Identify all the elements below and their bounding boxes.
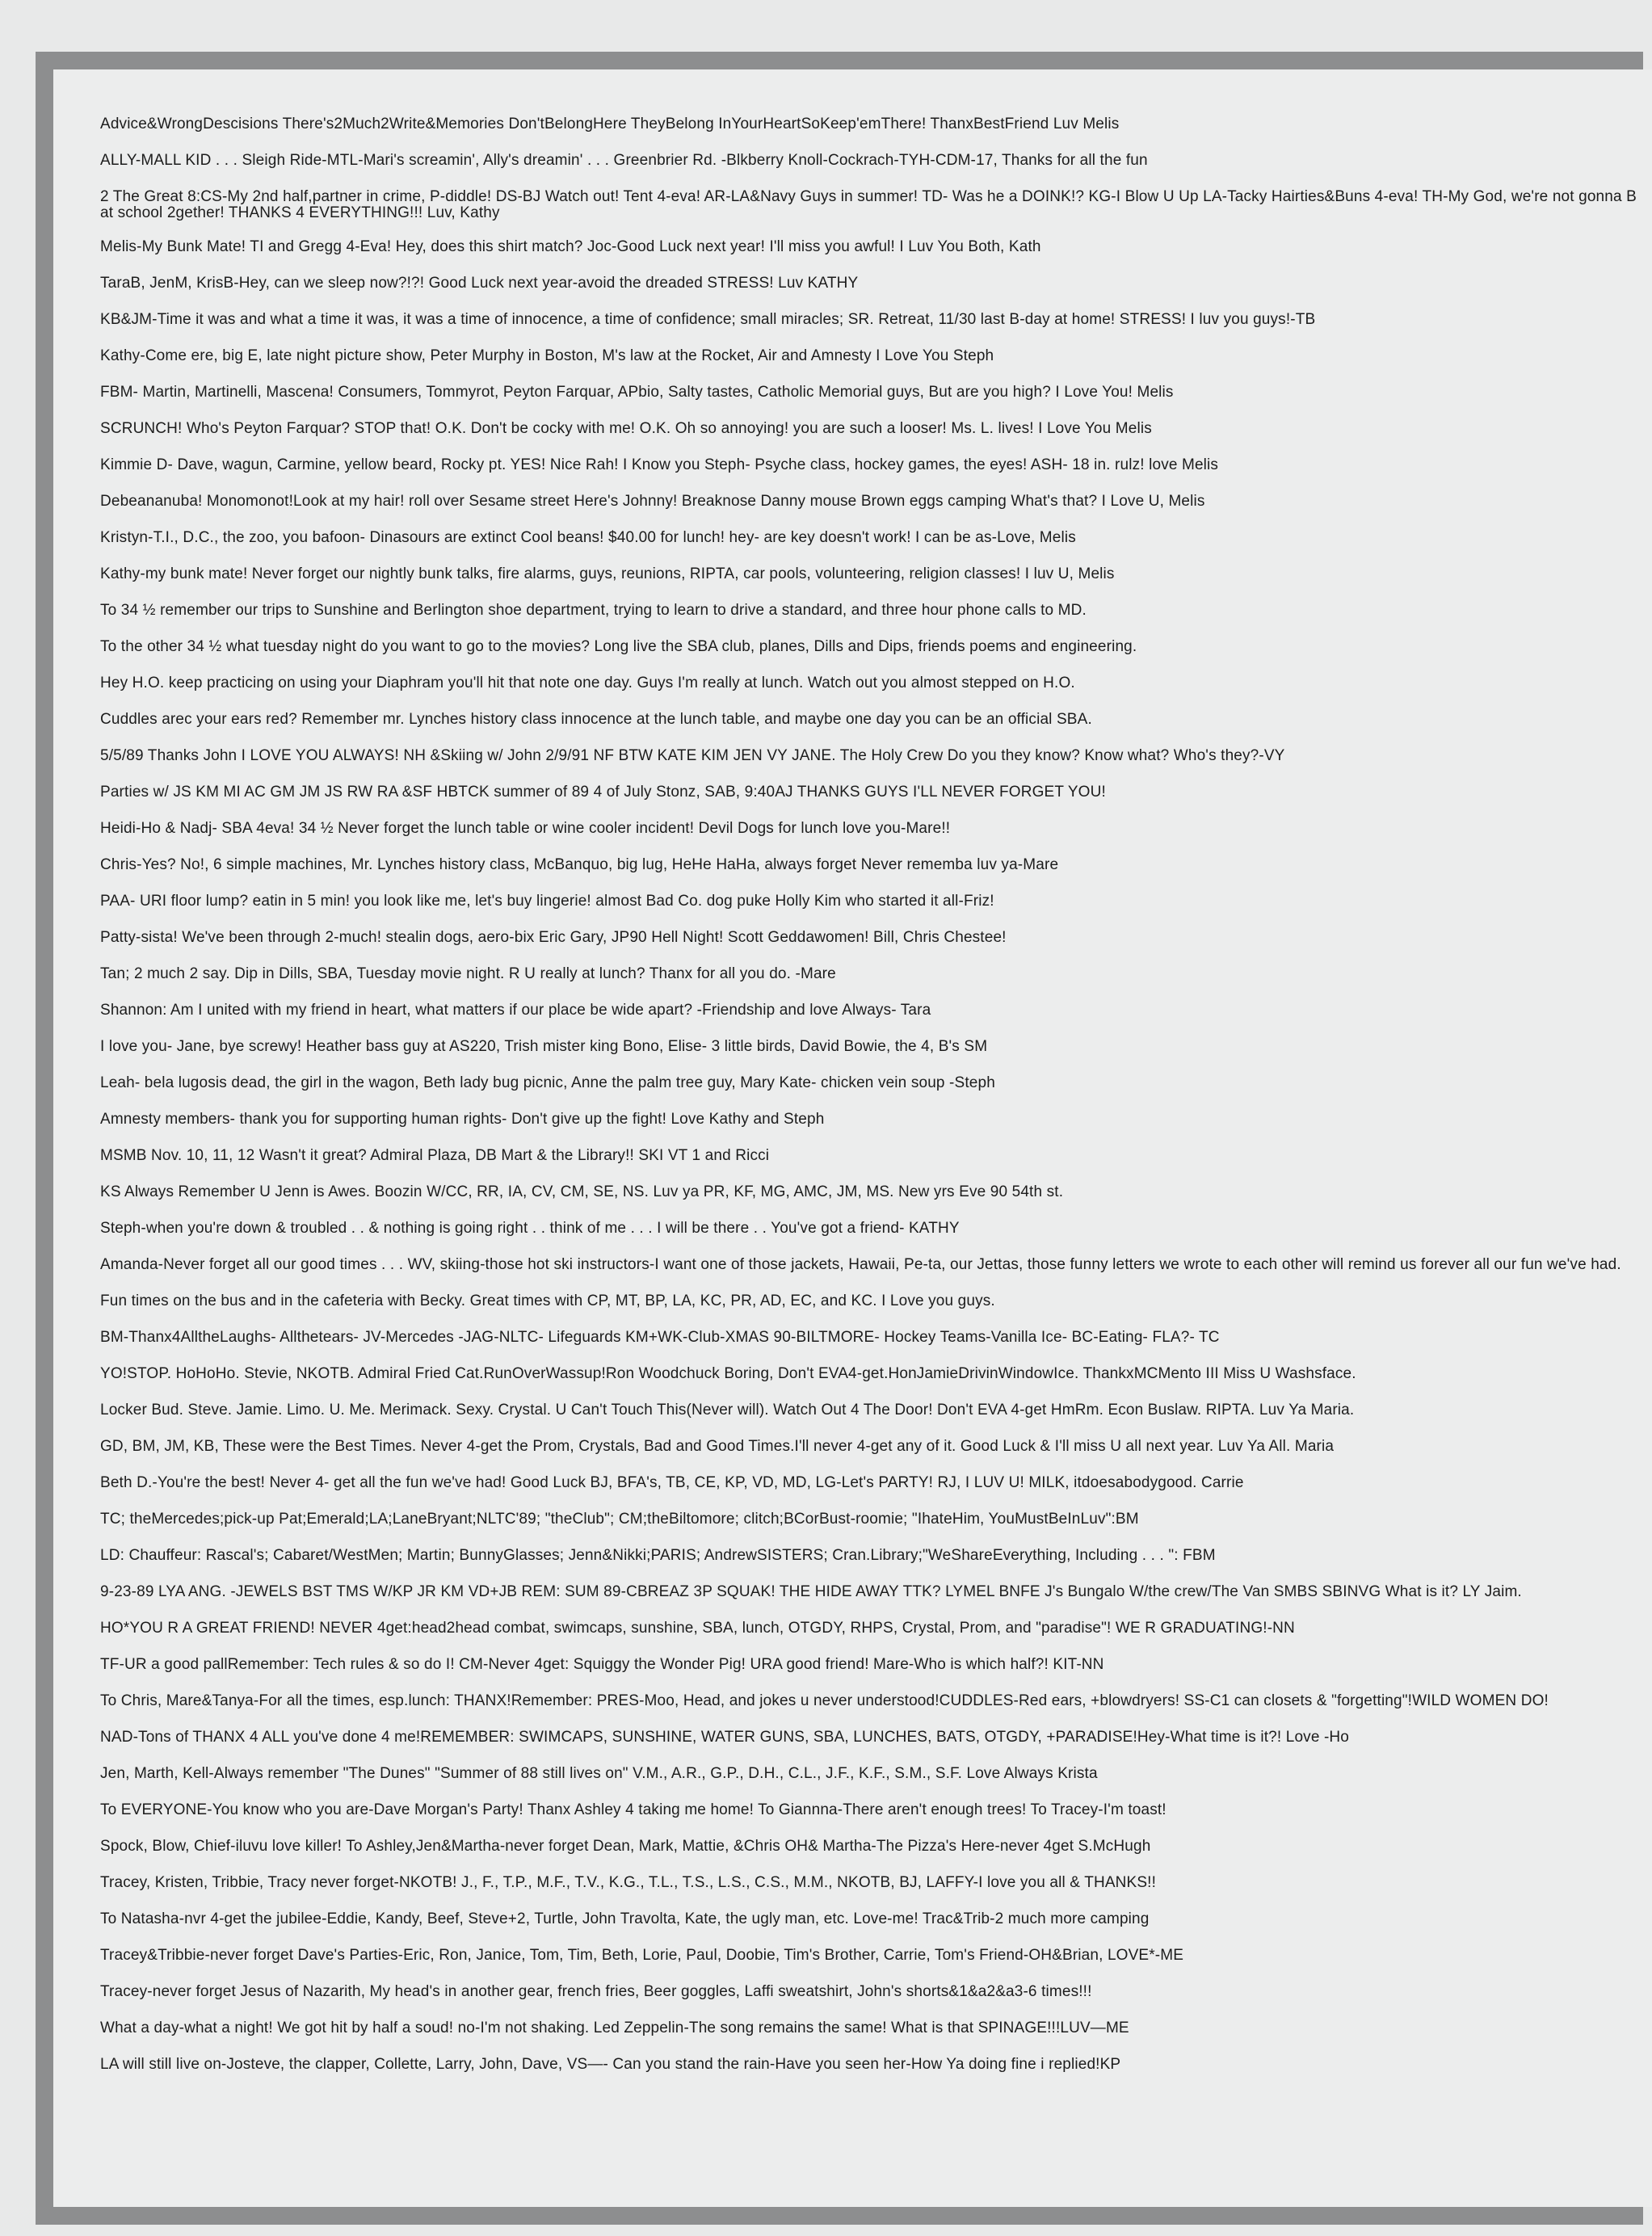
message-entry: SCRUNCH! Who's Peyton Farquar? STOP that! O.K. Don't be cocky with me! O.K. Oh so annoying! you are such a looser! Ms. L. lives! I Love You Melis xyxy=(100,420,1152,437)
message-entry: GD, BM, JM, KB, These were the Best Times. Never 4-get the Prom, Crystals, Bad and Good Times.I'll never 4-get any of it. Good Luck & I'll miss U all next year. Luv Ya All. Maria xyxy=(100,1438,1335,1455)
message-entry: 9-23-89 LYA ANG. -JEWELS BST TMS W/KP JR KM VD+JB REM: SUM 89-CBREAZ 3P SQUAK! THE HIDE AWAY TTK? LYMEL BNFE J's Bungalo W/the crew/The Van SMBS SBINVG What is it? LY Jaim. xyxy=(100,1583,1522,1600)
message-entry: To Chris, Mare&Tanya-For all the times, esp.lunch: THANX!Remember: PRES-Moo, Head, and jokes u never understood!CUDDLES-Red ears, +blowdryers! SS-C1 can closets & "forgetting"!WILD WOMEN DO! xyxy=(100,1692,1549,1709)
message-entry: To EVERYONE-You know who you are-Dave Morgan's Party! Thanx Ashley 4 taking me home! To Giannna-There aren't enough trees! To Tracey-I'm toast! xyxy=(100,1801,1166,1818)
message-entry: PAA- URI floor lump? eatin in 5 min! you look like me, let's buy lingerie! almost Bad Co. dog puke Holly Kim who started it all-Friz! xyxy=(100,893,994,910)
message-entry: Amanda-Never forget all our good times . . . WV, skiing-those hot ski instructors-I want one of those jackets, Hawaii, Pe-ta, our Jettas, those funny letters we wrote to each other will remind us forever all our fun we've had. xyxy=(100,1256,1621,1273)
message-entry: I love you- Jane, bye screwy! Heather bass guy at AS220, Trish mister king Bono, Elise- 3 little birds, David Bowie, the 4, B's SM xyxy=(100,1038,988,1055)
message-entry: Beth D.-You're the best! Never 4- get all the fun we've had! Good Luck BJ, BFA's, TB, CE, KP, VD, MD, LG-Let's PARTY! RJ, I LUV U! MILK, itdoesabodygood. Carrie xyxy=(100,1474,1244,1491)
message-entry: Debeananuba! Monomonot!Look at my hair! roll over Sesame street Here's Johnny! Breaknose Danny mouse Brown eggs camping What's that? I Love U, Melis xyxy=(100,493,1205,510)
message-entry: Locker Bud. Steve. Jamie. Limo. U. Me. Merimack. Sexy. Crystal. U Can't Touch This(Never will). Watch Out 4 The Door! Don't EVA 4-get HmRm. Econ Buslaw. RIPTA. Luv Ya Maria. xyxy=(100,1402,1355,1419)
message-entry: TC; theMercedes;pick-up Pat;Emerald;LA;LaneBryant;NLTC'89; "theClub"; CM;theBiltomore; clitch;BCorBust-roomie; "IhateHim, YouMustBeInLuv":BM xyxy=(100,1511,1139,1528)
message-entry: Kathy-Come ere, big E, late night picture show, Peter Murphy in Boston, M's law at the Rocket, Air and Amnesty I Love You Steph xyxy=(100,347,994,364)
message-entry: Melis-My Bunk Mate! TI and Gregg 4-Eva! Hey, does this shirt match? Joc-Good Luck next year! I'll miss you awful! I Luv You Both, Kath xyxy=(100,238,1041,255)
message-entry: Amnesty members- thank you for supporting human rights- Don't give up the fight! Love Kathy and Steph xyxy=(100,1111,825,1128)
messages-panel xyxy=(53,69,1652,2207)
message-entry: Leah- bela lugosis dead, the girl in the wagon, Beth lady bug picnic, Anne the palm tree guy, Mary Kate- chicken vein soup -Steph xyxy=(100,1074,995,1091)
message-entry: ALLY-MALL KID . . . Sleigh Ride-MTL-Mari's screamin', Ally's dreamin' . . . Greenbrier Rd. -Blkberry Knoll-Cockrach-TYH-CDM-17, Thanks for all the fun xyxy=(100,152,1148,169)
message-entry: Fun times on the bus and in the cafeteria with Becky. Great times with CP, MT, BP, LA, KC, PR, AD, EC, and KC. I Love you guys. xyxy=(100,1292,995,1309)
message-entry: Hey H.O. keep practicing on using your Diaphram you'll hit that note one day. Guys I'm really at lunch. Watch out you almost stepped on H.O. xyxy=(100,675,1075,691)
message-entry: TF-UR a good pallRemember: Tech rules & so do I! CM-Never 4get: Squiggy the Wonder Pig! URA good friend! Mare-Who is which half?! KIT-NN xyxy=(100,1656,1104,1673)
message-entry: 2 The Great 8:CS-My 2nd half,partner in crime, P-diddle! DS-BJ Watch out! Tent 4-eva! AR-LA&Navy Guys in summer! TD- Was he a DOINK!? KG-I Blow U Up LA-Tacky Hairties&Buns 4-eva! TH-My God, we're not gonna B at school 2gether! THANKS 4 EVERYTHING!!! Luv, Kathy xyxy=(100,188,1637,221)
message-entry: Patty-sista! We've been through 2-much! stealin dogs, aero-bix Eric Gary, JP90 Hell Night! Scott Geddawomen! Bill, Chris Chestee! xyxy=(100,929,1007,946)
message-entry: TaraB, JenM, KrisB-Hey, can we sleep now?!?! Good Luck next year-avoid the dreaded STRESS! Luv KATHY xyxy=(100,275,859,292)
message-entry: To 34 ½ remember our trips to Sunshine and Berlington shoe department, trying to learn to drive a standard, and three hour phone calls to MD. xyxy=(100,602,1087,619)
message-entry: FBM- Martin, Martinelli, Mascena! Consumers, Tommyrot, Peyton Farquar, APbio, Salty tastes, Catholic Memorial guys, But are you high? I Love You! Melis xyxy=(100,384,1174,401)
message-entry: KB&JM-Time it was and what a time it was, it was a time of innocence, a time of confidence; small miracles; SR. Retreat, 11/30 last B-day at home! STRESS! I luv you guys!-TB xyxy=(100,311,1316,328)
message-entry: To the other 34 ½ what tuesday night do you want to go to the movies? Long live the SBA club, planes, Dills and Dips, friends poems and engineering. xyxy=(100,638,1137,655)
message-entry: MSMB Nov. 10, 11, 12 Wasn't it great? Admiral Plaza, DB Mart & the Library!! SKI VT 1 and Ricci xyxy=(100,1147,770,1164)
message-entry: Tracey&Tribbie-never forget Dave's Parties-Eric, Ron, Janice, Tom, Tim, Beth, Lorie, Paul, Doobie, Tim's Brother, Carrie, Tom's Friend-OH&Brian, LOVE*-ME xyxy=(100,1947,1184,1964)
message-entry: To Natasha-nvr 4-get the jubilee-Eddie, Kandy, Beef, Steve+2, Turtle, John Travolta, Kate, the ugly man, etc. Love-me! Trac&Trib-2 much more camping xyxy=(100,1910,1150,1927)
message-entry: Shannon: Am I united with my friend in heart, what matters if our place be wide apart? -Friendship and love Always- Tara xyxy=(100,1002,931,1019)
message-entry: Tan; 2 much 2 say. Dip in Dills, SBA, Tuesday movie night. R U really at lunch? Thanx for all you do. -Mare xyxy=(100,965,836,982)
message-entry: Parties w/ JS KM MI AC GM JM JS RW RA &SF HBTCK summer of 89 4 of July Stonz, SAB, 9:40AJ THANKS GUYS I'LL NEVER FORGET YOU! xyxy=(100,784,1106,801)
message-entry: Kimmie D- Dave, wagun, Carmine, yellow beard, Rocky pt. YES! Nice Rah! I Know you Steph- Psyche class, hockey games, the eyes! ASH- 18 in. rulz! love Melis xyxy=(100,456,1219,473)
message-entry: Steph-when you're down & troubled . . & nothing is going right . . think of me . . . I will be there . . You've got a friend- KATHY xyxy=(100,1220,960,1237)
message-entry: LD: Chauffeur: Rascal's; Cabaret/WestMen; Martin; BunnyGlasses; Jenn&Nikki;PARIS; AndrewSISTERS; Cran.Library;"WeShareEverything, Including . . . ": FBM xyxy=(100,1547,1216,1564)
message-entry: Spock, Blow, Chief-iluvu love killer! To Ashley,Jen&Martha-never forget Dean, Mark, Mattie, &Chris OH& Martha-The Pizza's Here-never 4get S.McHugh xyxy=(100,1838,1151,1855)
message-entry: Jen, Marth, Kell-Always remember "The Dunes" "Summer of 88 still lives on" V.M., A.R., G.P., D.H., C.L., J.F., K.F., S.M., S.F. Love Always Krista xyxy=(100,1765,1098,1782)
message-entry: Tracey, Kristen, Tribbie, Tracy never forget-NKOTB! J., F., T.P., M.F., T.V., K.G., T.L., T.S., L.S., C.S., M.M., NKOTB, BJ, LAFFY-I love you all & THANKS!! xyxy=(100,1874,1157,1891)
message-entry: NAD-Tons of THANX 4 ALL you've done 4 me!REMEMBER: SWIMCAPS, SUNSHINE, WATER GUNS, SBA, LUNCHES, BATS, OTGDY, +PARADISE!Hey-What time is it?! Love -Ho xyxy=(100,1729,1350,1746)
message-entry: KS Always Remember U Jenn is Awes. Boozin W/CC, RR, IA, CV, CM, SE, NS. Luv ya PR, KF, MG, AMC, JM, MS. New yrs Eve 90 54th st. xyxy=(100,1183,1064,1200)
message-entry: Chris-Yes? No!, 6 simple machines, Mr. Lynches history class, McBanquo, big lug, HeHe HaHa, always forget Never rememba luv ya-Mare xyxy=(100,856,1059,873)
message-entry: Kathy-my bunk mate! Never forget our nightly bunk talks, fire alarms, guys, reunions, RIPTA, car pools, volunteering, religion classes! I luv U, Melis xyxy=(100,565,1115,582)
message-entry: What a day-what a night! We got hit by half a soud! no-I'm not shaking. Led Zeppelin-The song remains the same! What is that SPINAGE!!!LUV—ME xyxy=(100,2020,1129,2036)
message-entry: YO!STOP. HoHoHo. Stevie, NKOTB. Admiral Fried Cat.RunOverWassup!Ron Woodchuck Boring, Don't EVA4-get.HonJamieDrivinWindowIce. ThankxMCMento III Miss U Washsface. xyxy=(100,1365,1356,1382)
message-entry: Tracey-never forget Jesus of Nazarith, My head's in another gear, french fries, Beer goggles, Laffi sweatshirt, John's shorts&1&a2&a3-6 times!!! xyxy=(100,1983,1092,2000)
message-entry: BM-Thanx4AlltheLaughs- Allthetears- JV-Mercedes -JAG-NLTC- Lifeguards KM+WK-Club-XMAS 90-BILTMORE- Hockey Teams-Vanilla Ice- BC-Eating- FLA?- TC xyxy=(100,1329,1220,1346)
message-entry: Heidi-Ho & Nadj- SBA 4eva! 34 ½ Never forget the lunch table or wine cooler incident! Devil Dogs for lunch love you-Mare!! xyxy=(100,820,951,837)
message-entry: 5/5/89 Thanks John I LOVE YOU ALWAYS! NH &Skiing w/ John 2/9/91 NF BTW KATE KIM JEN VY JANE. The Holy Crew Do you they know? Know what? Who's they?-VY xyxy=(100,747,1285,764)
message-entry: Kristyn-T.I., D.C., the zoo, you bafoon- Dinasours are extinct Cool beans! $40.00 for lunch! hey- are key doesn't work! I can be as-Love, Melis xyxy=(100,529,1076,546)
message-list xyxy=(100,116,1638,2093)
message-entry: Cuddles arec your ears red? Remember mr. Lynches history class innocence at the lunch table, and maybe one day you can be an official SBA. xyxy=(100,711,1092,728)
message-entry: LA will still live on-Josteve, the clapper, Collette, Larry, John, Dave, VS—- Can you stand the rain-Have you seen her-How Ya doing fine i replied!KP xyxy=(100,2056,1121,2073)
message-entry: Advice&WrongDescisions There's2Much2Write&Memories Don'tBelongHere TheyBelong InYourHeartSoKeep'emThere! ThanxBestFriend Luv Melis xyxy=(100,116,1120,132)
message-entry: HO*YOU R A GREAT FRIEND! NEVER 4get:head2head combat, swimcaps, sunshine, SBA, lunch, OTGDY, RHPS, Crystal, Prom, and "paradise"! WE R GRADUATING!-NN xyxy=(100,1620,1295,1637)
